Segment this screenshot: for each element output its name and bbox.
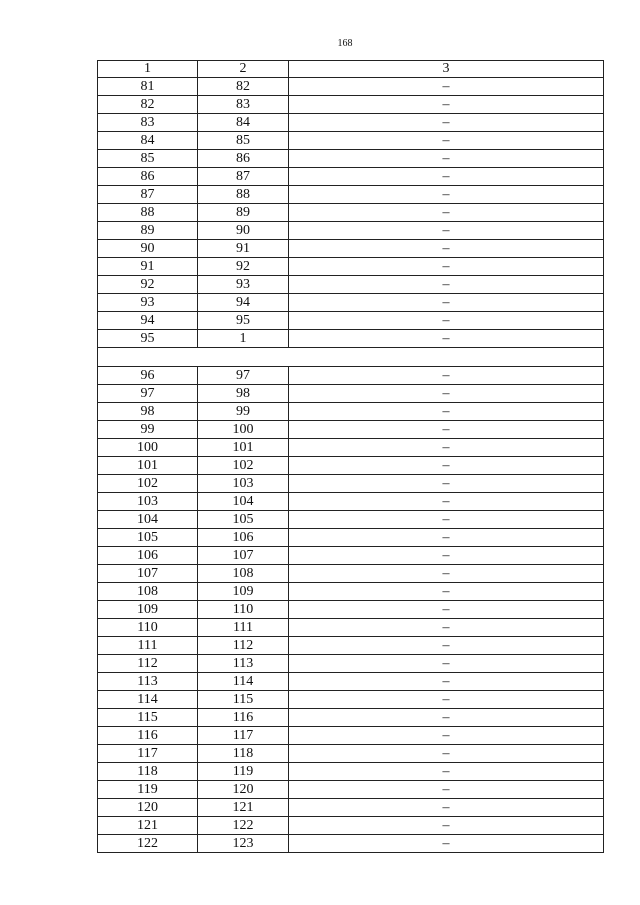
table-cell-col1: 97 [98, 385, 198, 403]
table-cell-col2: 86 [198, 150, 289, 168]
table-cell-col3: – [289, 565, 604, 583]
table-cell-col1: 91 [98, 258, 198, 276]
table-cell-col2: 118 [198, 745, 289, 763]
table-row [98, 421, 604, 439]
table-cell-col2: 92 [198, 258, 289, 276]
table-cell-col3: – [289, 240, 604, 258]
table-cell-col1: 108 [98, 583, 198, 601]
table-cell-col2: 99 [198, 403, 289, 421]
table-row [98, 168, 604, 186]
table-cell-col2: 113 [198, 655, 289, 673]
table-cell-col2: 121 [198, 799, 289, 817]
table-cell-col1: 98 [98, 403, 198, 421]
table-body [98, 61, 604, 853]
table-cell-col3: – [289, 330, 604, 348]
table-cell-col2: 116 [198, 709, 289, 727]
table-cell-col2: 89 [198, 204, 289, 222]
table-cell-col1: 102 [98, 475, 198, 493]
table-row [98, 439, 604, 457]
table-cell-col1: 122 [98, 835, 198, 853]
table-cell-col3: – [289, 114, 604, 132]
table-cell-col1: 116 [98, 727, 198, 745]
table-cell-col3: – [289, 781, 604, 799]
table-row [98, 258, 604, 276]
table-cell-col1: 86 [98, 168, 198, 186]
table-cell-col2: 105 [198, 511, 289, 529]
table-cell-col2: 107 [198, 547, 289, 565]
table-row [98, 96, 604, 114]
table-cell-col1: 114 [98, 691, 198, 709]
column-header-1: 1 [98, 61, 198, 78]
table-cell-col3: – [289, 601, 604, 619]
table-cell-col2: 82 [198, 78, 289, 96]
table-cell-col1: 90 [98, 240, 198, 258]
table-row [98, 114, 604, 132]
table-cell-col2: 91 [198, 240, 289, 258]
table-row [98, 367, 604, 385]
table-cell-col2: 100 [198, 421, 289, 439]
table-cell-col2: 87 [198, 168, 289, 186]
table-cell-col3: – [289, 583, 604, 601]
table-cell-col3: – [289, 835, 604, 853]
table-row [98, 763, 604, 781]
table-row [98, 781, 604, 799]
table-cell-col1: 95 [98, 330, 198, 348]
table-cell-col1: 107 [98, 565, 198, 583]
table-cell-col2: 115 [198, 691, 289, 709]
table-row [98, 655, 604, 673]
table-cell-col3: – [289, 385, 604, 403]
table-cell-col1: 85 [98, 150, 198, 168]
table-row [98, 709, 604, 727]
table-cell-col3: – [289, 475, 604, 493]
table-cell-col3: – [289, 78, 604, 96]
table-row [98, 222, 604, 240]
table-cell-col3: – [289, 817, 604, 835]
table-cell-col1: 119 [98, 781, 198, 799]
table-cell-col3: – [289, 132, 604, 150]
table-cell-col2: 109 [198, 583, 289, 601]
table-row [98, 385, 604, 403]
table-row [98, 547, 604, 565]
table-cell-col1: 103 [98, 493, 198, 511]
separator-cell [98, 348, 604, 367]
table-cell-col2: 83 [198, 96, 289, 114]
table-row [98, 403, 604, 421]
table-cell-col2: 84 [198, 114, 289, 132]
table-cell-col3: – [289, 547, 604, 565]
table-cell-col2: 88 [198, 186, 289, 204]
table-cell-col1: 120 [98, 799, 198, 817]
table-cell-col3: – [289, 222, 604, 240]
table-cell-col3: – [289, 312, 604, 330]
table-cell-col3: – [289, 186, 604, 204]
table-cell-col2: 111 [198, 619, 289, 637]
table-cell-col2: 119 [198, 763, 289, 781]
column-header-3: 3 [289, 61, 604, 78]
table-cell-col1: 118 [98, 763, 198, 781]
table-cell-col1: 92 [98, 276, 198, 294]
table-cell-col1: 94 [98, 312, 198, 330]
table-cell-col1: 112 [98, 655, 198, 673]
table-row [98, 817, 604, 835]
table-cell-col1: 84 [98, 132, 198, 150]
table-row [98, 204, 604, 222]
table-cell-col2: 123 [198, 835, 289, 853]
table-row [98, 294, 604, 312]
table-row [98, 727, 604, 745]
table-cell-col3: – [289, 96, 604, 114]
table-row [98, 276, 604, 294]
table-row [98, 601, 604, 619]
table-cell-col1: 110 [98, 619, 198, 637]
table-cell-col3: – [289, 258, 604, 276]
table-row [98, 186, 604, 204]
table-cell-col1: 113 [98, 673, 198, 691]
table-cell-col1: 88 [98, 204, 198, 222]
table-cell-col3: – [289, 403, 604, 421]
table-cell-col3: – [289, 493, 604, 511]
table-cell-col3: – [289, 727, 604, 745]
table-cell-col1: 100 [98, 439, 198, 457]
table-row [98, 78, 604, 96]
table-row [98, 493, 604, 511]
table-cell-col3: – [289, 511, 604, 529]
table-row [98, 835, 604, 853]
page-number: 168 [337, 38, 353, 49]
table-cell-col1: 82 [98, 96, 198, 114]
table-cell-col2: 98 [198, 385, 289, 403]
table-cell-col3: – [289, 763, 604, 781]
table-cell-col1: 104 [98, 511, 198, 529]
table-cell-col3: – [289, 276, 604, 294]
table-header-row [98, 61, 604, 78]
table-cell-col3: – [289, 637, 604, 655]
table-cell-col2: 97 [198, 367, 289, 385]
table-cell-col2: 110 [198, 601, 289, 619]
table-cell-col3: – [289, 367, 604, 385]
table-cell-col1: 81 [98, 78, 198, 96]
table-row [98, 583, 604, 601]
table-row [98, 673, 604, 691]
table-cell-col3: – [289, 150, 604, 168]
table-row [98, 330, 604, 348]
table-cell-col2: 1 [198, 330, 289, 348]
table-row [98, 619, 604, 637]
table-cell-col2: 114 [198, 673, 289, 691]
table-row [98, 799, 604, 817]
table-row [98, 475, 604, 493]
table-cell-col3: – [289, 439, 604, 457]
table-cell-col1: 99 [98, 421, 198, 439]
table-cell-col1: 87 [98, 186, 198, 204]
table-cell-col2: 117 [198, 727, 289, 745]
table-cell-col1: 101 [98, 457, 198, 475]
table-cell-col3: – [289, 619, 604, 637]
table-cell-col1: 115 [98, 709, 198, 727]
table-cell-col3: – [289, 709, 604, 727]
table-cell-col1: 96 [98, 367, 198, 385]
table-cell-col3: – [289, 204, 604, 222]
table-cell-col3: – [289, 799, 604, 817]
table-separator-row [98, 348, 604, 367]
table-row [98, 637, 604, 655]
table-row [98, 312, 604, 330]
table-row [98, 240, 604, 258]
table-cell-col2: 95 [198, 312, 289, 330]
table-cell-col1: 89 [98, 222, 198, 240]
table-row [98, 691, 604, 709]
table-row [98, 511, 604, 529]
table-row [98, 565, 604, 583]
table-cell-col1: 83 [98, 114, 198, 132]
table-cell-col2: 85 [198, 132, 289, 150]
table-cell-col3: – [289, 168, 604, 186]
table-cell-col2: 120 [198, 781, 289, 799]
table-cell-col1: 93 [98, 294, 198, 312]
table-cell-col2: 104 [198, 493, 289, 511]
table-cell-col3: – [289, 745, 604, 763]
table-row [98, 150, 604, 168]
table-cell-col1: 111 [98, 637, 198, 655]
table-cell-col3: – [289, 655, 604, 673]
table-cell-col2: 93 [198, 276, 289, 294]
table-cell-col1: 109 [98, 601, 198, 619]
table-cell-col2: 101 [198, 439, 289, 457]
table-row [98, 457, 604, 475]
table-cell-col2: 106 [198, 529, 289, 547]
table-cell-col2: 102 [198, 457, 289, 475]
table-cell-col3: – [289, 691, 604, 709]
table-cell-col2: 122 [198, 817, 289, 835]
table-cell-col3: – [289, 673, 604, 691]
table-cell-col3: – [289, 457, 604, 475]
coordinates-table [97, 60, 604, 853]
table-cell-col1: 106 [98, 547, 198, 565]
table-cell-col1: 117 [98, 745, 198, 763]
table-row [98, 529, 604, 547]
table-row [98, 132, 604, 150]
table-cell-col2: 90 [198, 222, 289, 240]
table-cell-col3: – [289, 421, 604, 439]
table-cell-col3: – [289, 294, 604, 312]
table-cell-col1: 121 [98, 817, 198, 835]
table-cell-col3: – [289, 529, 604, 547]
table-cell-col2: 108 [198, 565, 289, 583]
table-cell-col1: 105 [98, 529, 198, 547]
table-cell-col2: 103 [198, 475, 289, 493]
table-row [98, 745, 604, 763]
table-cell-col2: 112 [198, 637, 289, 655]
table-cell-col2: 94 [198, 294, 289, 312]
column-header-2: 2 [198, 61, 289, 78]
